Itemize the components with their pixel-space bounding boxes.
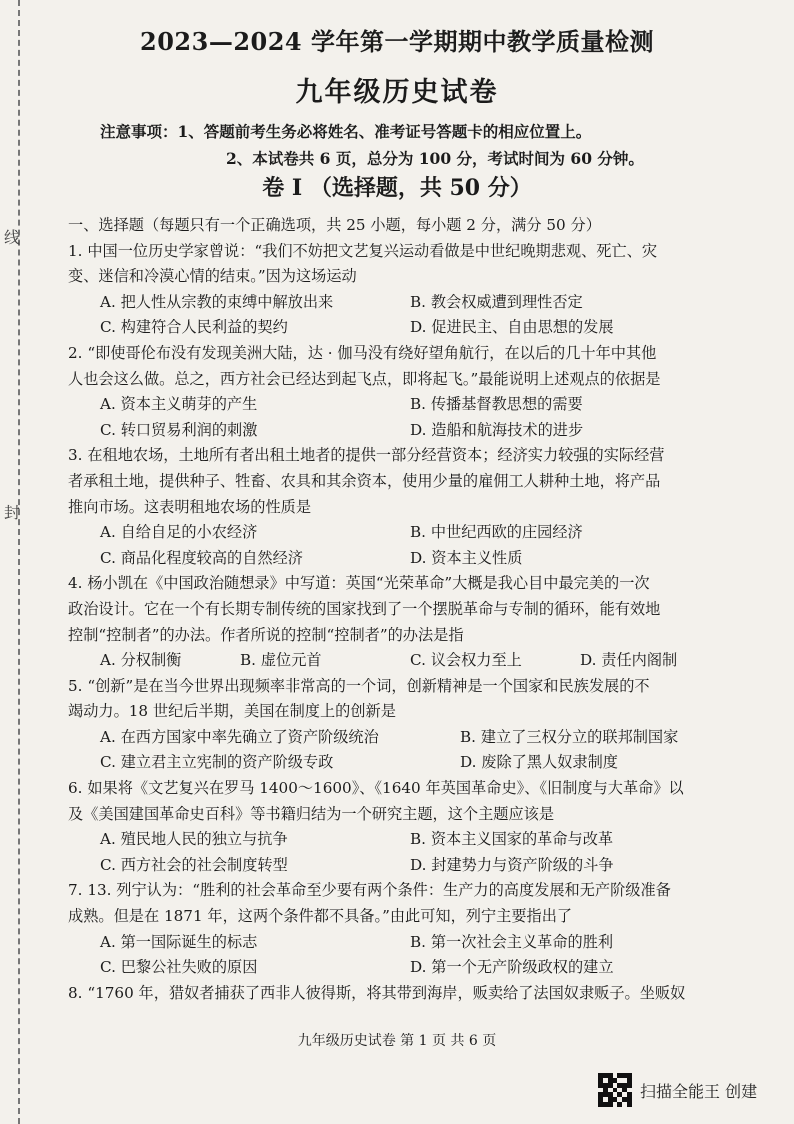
question-3-options [68,520,748,571]
section-instruction: 一、选择题（每题只有一个正确选项，共 25 小题，每小题 2 分，满分 50 分） [68,216,601,234]
option-a: A. 在西方国家中率先确立了资产阶级统治 [100,727,379,746]
question-4-stem-line: 控制“控制者”的办法。作者所说的控制“控制者”的办法是指 [68,625,464,644]
scanner-watermark [598,1073,757,1107]
question-4-options [68,648,748,674]
question-5-stem-line: 5. “创新”是在当今世界出现频率非常高的一个词，创新精神是一个国家和民族发展的不 [68,676,650,695]
question-2-options [68,392,748,443]
option-b: B. 传播基督教思想的需要 [410,395,583,414]
binding-char-seal: 封 [4,503,21,522]
question-list [68,213,748,1006]
option-b: B. 教会权威遭到理性否定 [410,292,583,311]
option-b: B. 中世纪西欧的庄园经济 [410,523,583,542]
option-d: D. 造船和航海技术的进步 [410,420,584,439]
question-6-options [68,827,748,878]
option-c: C. 商品化程度较高的自然经济 [100,548,303,567]
option-b: B. 虚位元首 [240,651,322,670]
option-d: D. 促进民主、自由思想的发展 [410,318,614,337]
exam-title: 2023—2024 学年第一学期期中教学质量检测 [140,27,654,56]
question-4-stem-line: 政治设计。它在一个有长期专制传统的国家找到了一个摆脱革命与专制的循环，能有效地 [68,599,661,618]
question-7-options [68,930,748,981]
option-d: D. 废除了黑人奴隶制度 [460,753,618,772]
qr-code-icon [598,1073,632,1107]
option-d: D. 封建势力与资产阶级的斗争 [410,855,614,874]
option-d: D. 资本主义性质 [410,548,523,567]
question-8-stem-line: 8. “1760 年，猎奴者捕获了西非人彼得斯，将其带到海岸，贩卖给了法国奴隶贩子。坐贩奴 [68,983,686,1002]
option-c: C. 构建符合人民利益的契约 [100,318,288,337]
option-c: C. 西方社会的社会制度转型 [100,855,288,874]
exam-notice [100,118,644,172]
option-d: D. 第一个无产阶级政权的建立 [410,958,614,977]
question-4-stem-line: 4. 杨小凯在《中国政治随想录》中写道：英国“光荣革命”大概是我心目中最完美的一次 [68,574,650,593]
page-footer: 九年级历史试卷 第 1 页 共 6 页 [297,1033,497,1049]
binding-char-line: 线 [4,228,21,247]
option-b: B. 资本主义国家的革命与改革 [410,830,614,849]
notice-line-1: 注意事项：1、答题前考生务必将姓名、准考证号答题卡的相应位置上。 [100,122,592,141]
option-b: B. 建立了三权分立的联邦制国家 [460,727,679,746]
option-c: C. 议会权力至上 [410,651,522,670]
question-7-stem-line: 成熟。但是在 1871 年，这两个条件都不具备。”由此可知，列宁主要指出了 [68,907,573,926]
question-2-stem-line: 人也会这么做。总之，西方社会已经达到起飞点，即将起飞。”最能说明上述观点的依据是 [68,369,661,388]
option-c: C. 巴黎公社失败的原因 [100,958,258,977]
question-6-stem-line: 及《美国建国革命史百科》等书籍归结为一个研究主题，这个主题应该是 [68,804,554,823]
option-b: B. 第一次社会主义革命的胜利 [410,932,614,951]
option-a: A. 把人性从宗教的束缚中解放出来 [100,292,334,311]
binding-line [18,0,20,1124]
exam-subtitle: 九年级历史试卷 [295,77,499,108]
scanner-watermark-text: 扫描全能王 创建 [640,1081,758,1101]
option-a: A. 第一国际诞生的标志 [100,932,258,951]
question-3-stem-line: 3. 在租地农场，土地所有者出租土地者的提供一部分经营资本；经济实力较强的实际经营 [68,446,665,465]
question-3-stem-line: 推向市场。这表明租地农场的性质是 [68,497,311,516]
option-a: A. 自给自足的小农经济 [100,523,258,542]
option-c: C. 建立君主立宪制的资产阶级专政 [100,753,334,772]
option-d: D. 责任内阁制 [580,651,678,670]
question-2-stem-line: 2. “即使哥伦布没有发现美洲大陆，达 · 伽马没有绕好望角航行，在以后的几十年中其他 [68,343,657,362]
option-c: C. 转口贸易利润的刺激 [100,420,258,439]
question-6-stem-line: 6. 如果将《文艺复兴在罗马 1400～1600》、《1640 年英国革命史》、《旧制度与大革命》以 [68,779,684,798]
question-1-options [68,290,748,341]
question-1-stem-line: 变、迷信和冷漠心情的结束。”因为这场运动 [68,267,357,286]
question-3-stem-line: 者承租土地，提供种子、牲畜、农具和其余资本，使用少量的雇佣工人耕种土地，将产品 [68,471,661,490]
notice-line-2: 2、本试卷共 6 页，总分为 100 分，考试时间为 60 分钟。 [226,149,644,168]
option-a: A. 殖民地人民的独立与抗争 [100,830,288,849]
question-1-stem-line: 1. 中国一位历史学家曾说：“我们不妨把文艺复兴运动看做是中世纪晚期悲观、死亡、灾 [68,241,658,260]
option-a: A. 分权制衡 [100,651,182,670]
question-7-stem-line: 7. 13. 列宁认为：“胜利的社会革命至少要有两个条件：生产力的高度发展和无产阶级准备 [68,881,671,900]
option-a: A. 资本主义萌芽的产生 [100,395,258,414]
question-5-options [68,725,748,776]
question-5-stem-line: 竭动力。18 世纪后半期，美国在制度上的创新是 [68,702,396,721]
volume-title: 卷 I （选择题，共 50 分） [262,175,532,201]
